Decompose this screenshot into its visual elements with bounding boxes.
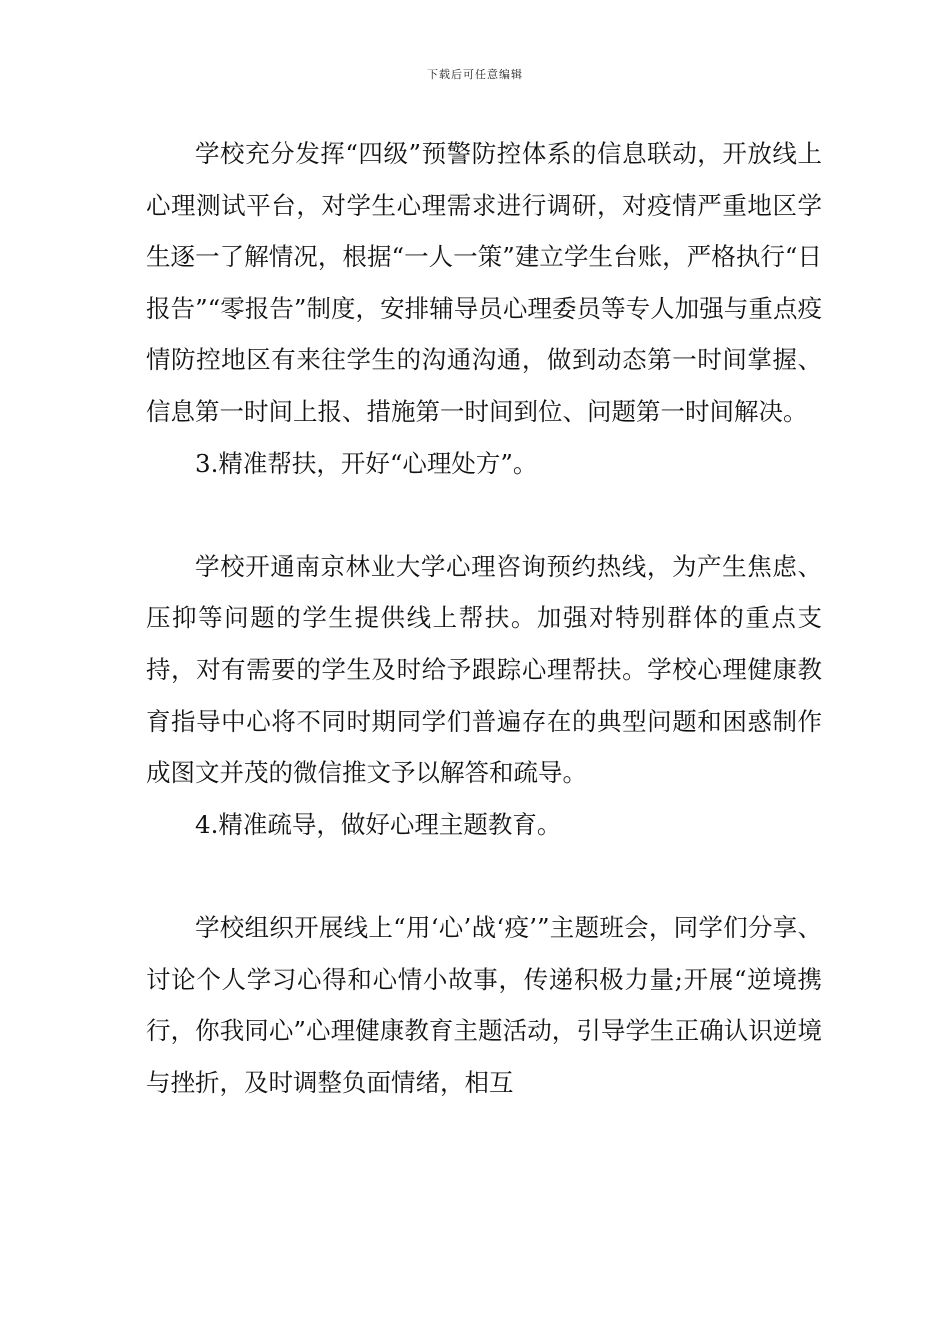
paragraph-counseling-hotline: 学校开通南京林业大学心理咨询预约热线，为产生焦虑、压抑等问题的学生提供线上帮扶。加强对特别群体的重点支持，对有需要的学生及时给予跟踪心理帮扶。学校心理健康教育指导中心将不同时期同学们普遍存在的典型问题和困惑制作成图文并茂的微信推文予以解答和疏导。 xyxy=(146,551,822,788)
section-heading-4: 4.精准疏导，做好心理主题教育。 xyxy=(195,809,562,839)
page-header-caption: 下载后可任意编辑 xyxy=(427,68,523,81)
paragraph-info-linkage: 学校充分发挥“四级”预警防控体系的信息联动，开放线上心理测试平台，对学生心理需求进行调研，对疫情严重地区学生逐一了解情况，根据“一人一策”建立学生台账，严格执行“日报告”“零报告”制度，安排辅导员心理委员等专人加强与重点疫情防控地区有来往学生的沟通沟通，做到动态第一时间掌握、信息第一时间上报、措施第一时间到位、问题第一时间解决。 xyxy=(146,139,822,426)
section-heading-3: 3.精准帮扶，开好“心理处方”。 xyxy=(195,448,538,478)
document-body xyxy=(146,128,822,1108)
paragraph-theme-education: 学校组织开展线上“用‘心’战‘疫’”主题班会，同学们分享、讨论个人学习心得和心情小故事，传递积极力量;开展“逆境携行，你我同心”心理健康教育主题活动，引导学生正确认识逆境与挫折，及时调整负面情绪，相互 xyxy=(146,912,822,1097)
